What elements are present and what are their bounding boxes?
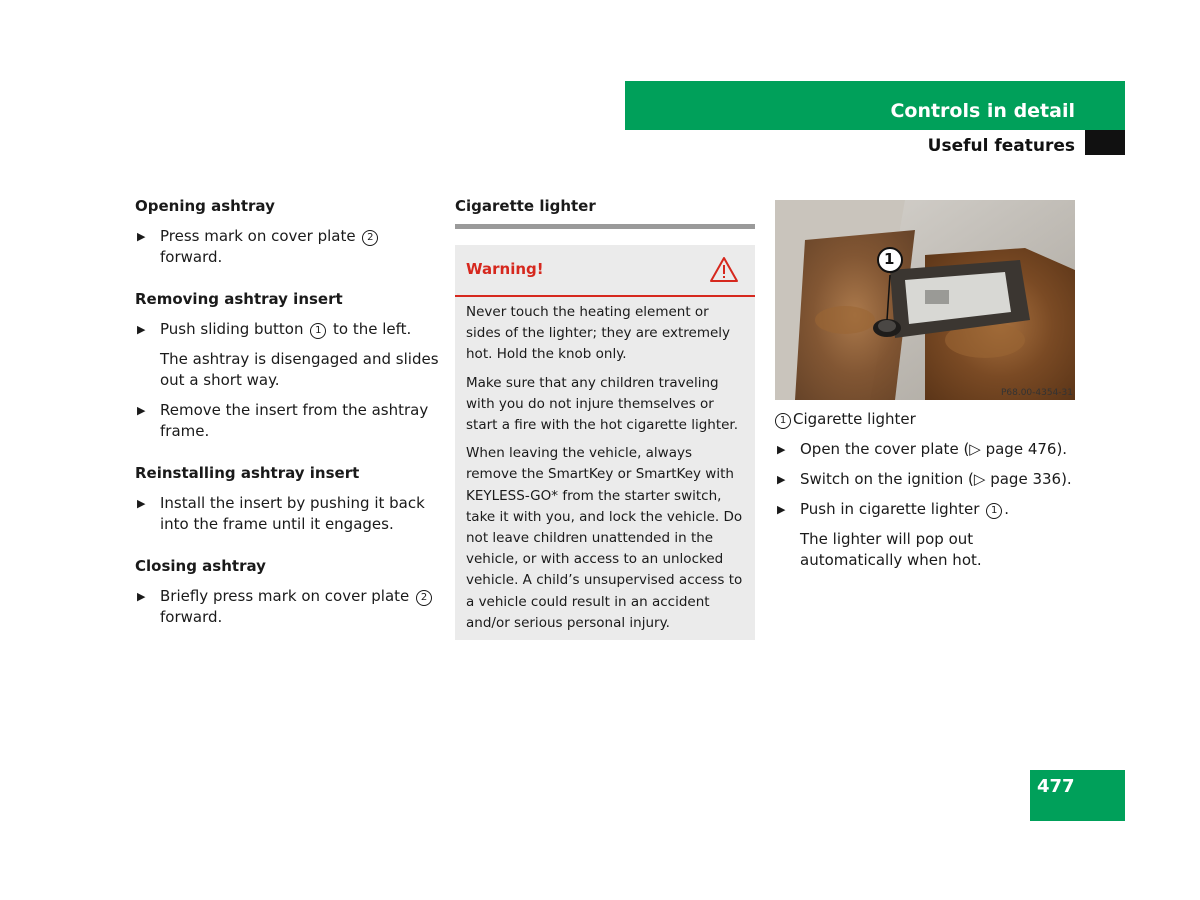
section-heading: Reinstalling ashtray insert (135, 464, 360, 482)
callout-number-icon: 1 (775, 413, 791, 429)
warning-header (455, 245, 755, 297)
cigarette-lighter-column (455, 196, 755, 640)
section-heading: Removing ashtray insert (135, 290, 343, 308)
page-number: 477 (1037, 776, 1075, 797)
instruction-step: ▶ Remove the insert from the ashtray frame. (137, 401, 429, 440)
instruction-step: ▶ Push in cigarette lighter 1 . (777, 500, 1009, 518)
instruction-step: ▶ Open the cover plate (▷ page 476). (777, 440, 1068, 458)
callout-number-icon: 2 (416, 590, 432, 606)
callout-number-icon: 1 (986, 503, 1002, 519)
section-header-bar (625, 81, 1125, 130)
section-subtitle: Useful features (927, 136, 1075, 156)
result-note: The ashtray is disengaged and slides out a short way. (160, 350, 439, 389)
closing-ashtray-section (135, 556, 440, 628)
console-illustration (775, 200, 1075, 400)
arrow-bullet-icon: ▶ (777, 473, 786, 486)
arrow-bullet-icon: ▶ (137, 230, 146, 243)
photo-callout-label: 1 (884, 250, 895, 268)
photo-reference-code: P68.00-4354-31 (1000, 388, 1073, 398)
arrow-bullet-icon: ▶ (137, 404, 146, 417)
section-heading: Opening ashtray (135, 197, 275, 215)
callout-number-icon: 2 (362, 230, 378, 246)
section-heading: Closing ashtray (135, 557, 266, 575)
heading-rule (455, 224, 755, 229)
instruction-step: ▶ Push sliding button 1 to the left. (137, 320, 412, 338)
warning-paragraph: Never touch the heating element or sides of the lighter; they are extremely hot. Hold the knob only. (466, 304, 731, 363)
opening-ashtray-section (135, 196, 440, 268)
warning-label: Warning! (466, 260, 544, 278)
page-number-box (1030, 770, 1125, 821)
section-heading: Cigarette lighter (455, 197, 596, 215)
figure-caption: 1 Cigarette lighter (775, 409, 1075, 430)
callout-number-icon: 1 (310, 323, 326, 339)
warning-paragraph: Make sure that any children traveling with you do not injure themselves or start a fire with the hot cigarette lighter. (466, 374, 739, 434)
instruction-step: ▶ Switch on the ignition (▷ page 336). (777, 470, 1072, 488)
ashtray-column (135, 196, 440, 649)
subtitle-marker-block (1085, 130, 1125, 155)
warning-triangle-icon (709, 256, 739, 283)
instruction-step: ▶ Install the insert by pushing it back into the frame until it engages. (137, 494, 425, 533)
instruction-step: ▶ Press mark on cover plate 2 forward. (135, 226, 440, 268)
arrow-bullet-icon: ▶ (777, 503, 786, 516)
reinstalling-insert-section (135, 463, 440, 535)
lighter-instructions (775, 409, 1075, 571)
result-note: The lighter will pop out automatically when hot. (800, 530, 982, 569)
arrow-bullet-icon: ▶ (777, 443, 786, 456)
arrow-bullet-icon: ▶ (137, 323, 146, 336)
warning-paragraph: When leaving the vehicle, always remove the SmartKey or SmartKey with KEYLESS-GO* from the starter switch, take it with you, and lock the vehicle. Do not leave children unattended in the vehicle, or with access to an unlocked vehicle. A child’s unsupervised access to a vehicle could result in an accident and/or serious personal injury. (466, 445, 743, 631)
cigarette-lighter-photo (775, 200, 1075, 400)
warning-box (455, 245, 755, 640)
chapter-title: Controls in detail (890, 100, 1075, 122)
removing-insert-section (135, 289, 440, 442)
arrow-bullet-icon: ▶ (137, 497, 146, 510)
arrow-bullet-icon: ▶ (137, 590, 146, 603)
instruction-step: ▶ Briefly press mark on cover plate 2 forward. (135, 586, 440, 628)
